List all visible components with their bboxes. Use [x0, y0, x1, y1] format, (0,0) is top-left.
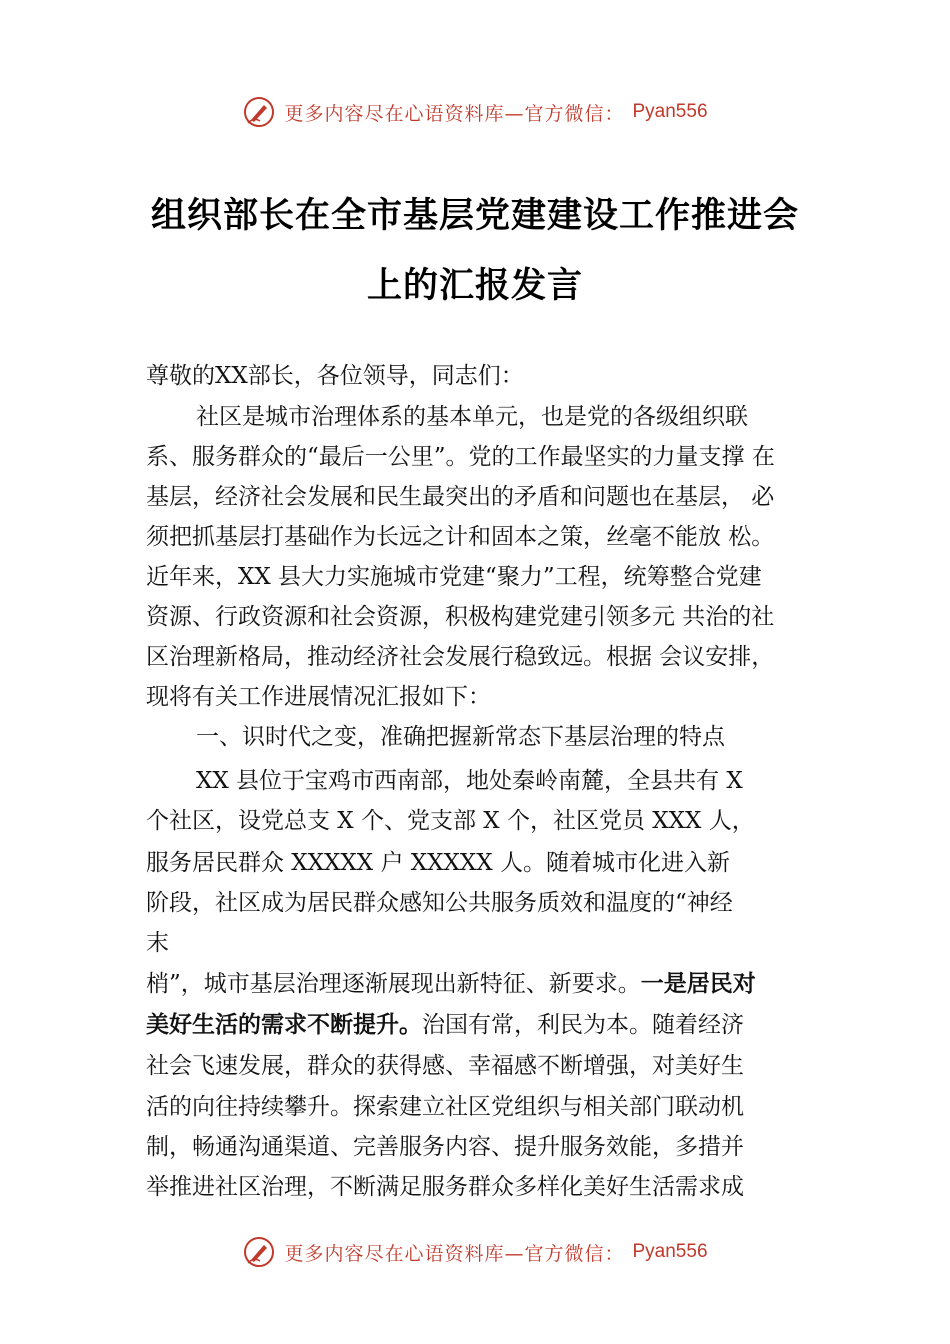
paragraph-text: 梢”，城市基层治理逐渐展现出新特征、新要求。: [146, 971, 641, 997]
emphasis-text: 美好生活的需求不断提升。: [146, 1012, 422, 1038]
pen-circle-logo-icon: [242, 95, 276, 129]
banner-text: 更多内容尽在心语资料库—官方微信：: [284, 1242, 625, 1265]
document-title-line1: 组织部长在全市基层党建建设工作推进会: [150, 195, 799, 236]
paragraph-line: 社区是城市治理体系的基本单元，也是党的各级组织联: [196, 404, 748, 430]
banner-wechat-id: Pyan556: [632, 1241, 708, 1262]
banner-text: 更多内容尽在心语资料库—官方微信：: [284, 102, 625, 125]
paragraph-line: 基层，经济社会发展和民生最突出的矛盾和问题也在基层， 必: [146, 484, 775, 510]
paragraph-line: 服务居民群众 XXXXX 户 XXXXX 人。随着城市化进入新: [146, 850, 730, 876]
paragraph-line: 末: [146, 930, 169, 956]
paragraph-line: [146, 969, 756, 999]
section-heading: 一、识时代之变，准确把握新常态下基层治理的特点: [196, 724, 725, 750]
footer-banner: [0, 1232, 950, 1272]
paragraph-line: 阶段，社区成为居民群众感知公共服务质效和温度的“神经: [146, 890, 733, 916]
paragraph-line: 资源、行政资源和社会资源，积极构建党建引领多元 共治的社: [146, 604, 775, 630]
paragraph-line: 个社区，设党总支 X 个、党支部 X 个，社区党员 XXX 人，: [146, 808, 755, 834]
emphasis-text: 一是居民对: [640, 971, 756, 997]
document-title-line2: 上的汇报发言: [366, 265, 583, 306]
salutation: 尊敬的XX部长，各位领导，同志们：: [146, 363, 524, 389]
paragraph-line: 现将有关工作进展情况汇报如下：: [146, 684, 491, 710]
header-banner: [0, 92, 950, 132]
paragraph-line: 活的向往持续攀升。探索建立社区党组织与相关部门联动机: [146, 1094, 744, 1120]
paragraph-text: 治国有常，利民为本。随着经济: [422, 1012, 744, 1038]
paragraph-line: 制，畅通沟通渠道、完善服务内容、提升服务效能，多措并: [146, 1134, 744, 1160]
paragraph-line: XX 县位于宝鸡市西南部，地处秦岭南麓，全县共有 X: [196, 768, 743, 794]
paragraph-line: 举推进社区治理，不断满足服务群众多样化美好生活需求成: [146, 1174, 744, 1200]
paragraph-line: 系、服务群众的“最后一公里”。党的工作最坚实的力量支撑 在: [146, 444, 775, 470]
pen-circle-logo-icon: [242, 1235, 276, 1269]
paragraph-line: 近年来，XX 县大力实施城市党建“聚力”工程，统筹整合党建: [146, 564, 762, 590]
paragraph-line: 须把抓基层打基础作为长远之计和固本之策，丝毫不能放 松。: [146, 524, 775, 550]
paragraph-line: [146, 1010, 744, 1040]
banner-wechat-id: Pyan556: [632, 101, 708, 122]
paragraph-line: 社会飞速发展，群众的获得感、幸福感不断增强，对美好生: [146, 1053, 744, 1079]
paragraph-line: 区治理新格局，推动经济社会发展行稳致远。根据 会议安排，: [146, 644, 775, 670]
